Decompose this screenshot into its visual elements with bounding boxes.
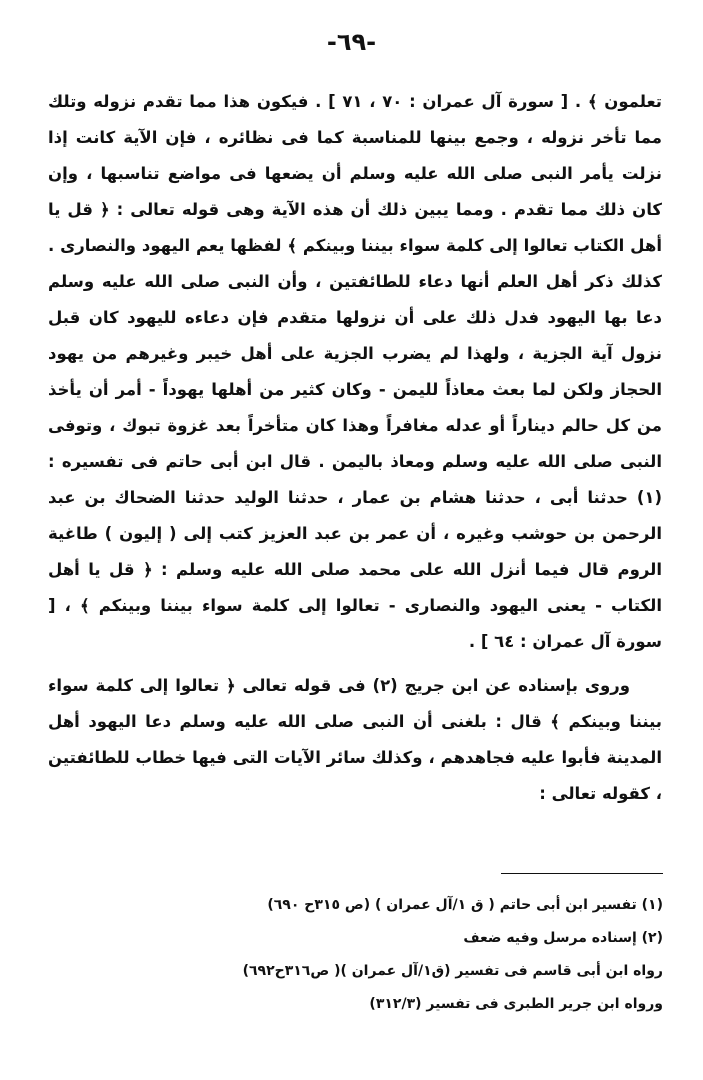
footnote-divider [501,873,663,874]
footnote: ورواه ابن جرير الطبرى فى تفسير (٣١٢/٣) [369,996,663,1012]
footnote: رواه ابن أبى قاسم فى تفسير (ق١/آل عمران )( ص٣١٦ح٦٩٢) [242,963,663,979]
main-text [48,84,662,812]
footnote: (٢) إسناده مرسل وفيه ضعف [463,930,663,946]
footnotes [103,889,663,1021]
page-number: -٦٩- [326,28,377,56]
body-paragraph: تعلمون ﴾ . [ سورة آل عمران : ٧٠ ، ٧١ ] . فيكون هذا مما تقدم نزوله وتلك مما تأخر نزوله ، وجمع بينها للمناسبة كما فى نظائره ، فإن الآية كانت إذا نزلت يأمر النبى صلى الله عليه وسلم أن يضعها فى مواضع تناسبها ، وإن كان ذلك مما تقدم . ومما يبين ذلك أن هذه الآية وهى قوله تعالى : ﴿ قل يا أهل الكتاب تعالوا إلى كلمة سواء بيننا وبينكم ﴾ لفظها يعم اليهود والنصارى . كذلك ذكر أهل العلم أنها دعاء للطائفتين ، وأن النبى صلى الله عليه وسلم دعا بها اليهود فدل ذلك على أن نزولها متقدم فإن دعاءه لليهود كان قبل نزول آية الجزية ، ولهذا لم يضرب الجزية على أهل خيبر وغيرهم من يهود الحجاز ولكن لما بعث معاذاً لليمن - وكان كثير من أهلها يهوداً - أمر أن يأخذ من كل حالم ديناراً أو عدله مغافراً وهذا كان متأخراً بعد غزوة تبوك ، وتوفى النبى صلى الله عليه وسلم ومعاذ باليمن . قال ابن أبى حاتم فى تفسيره : (١) حدثنا أبى ، حدثنا هشام بن عمار ، حدثنا الوليد حدثنا الضحاك بن عبد الرحمن بن حوشب وغيره ، أن عمر بن عبد العزيز كتب إلى ( إليون ) طاغية الروم قال فيما أنزل الله على محمد صلى الله عليه وسلم : ﴿ قل يا أهل الكتاب - يعنى اليهود والنصارى - تعالوا إلى كلمة سواء بيننا وبينكم ﴾ ، [ سورة آل عمران : ٦٤ ] . [48,92,662,651]
footnote: (١) تفسير ابن أبى حاتم ( ق ١/آل عمران ) (ص ٣١٥ح ٦٩٠) [267,897,663,913]
body-paragraph: وروى بإسناده عن ابن جريج (٢) فى قوله تعالى ﴿ تعالوا إلى كلمة سواء بيننا وبينكم ﴾ قال : بلغنى أن النبى صلى الله عليه وسلم دعا اليهود أهل المدينة فأبوا عليه فجاهدهم ، وكذلك سائر الآيات التى فيها خطاب للطائفتين ، كقوله تعالى : [48,676,662,803]
